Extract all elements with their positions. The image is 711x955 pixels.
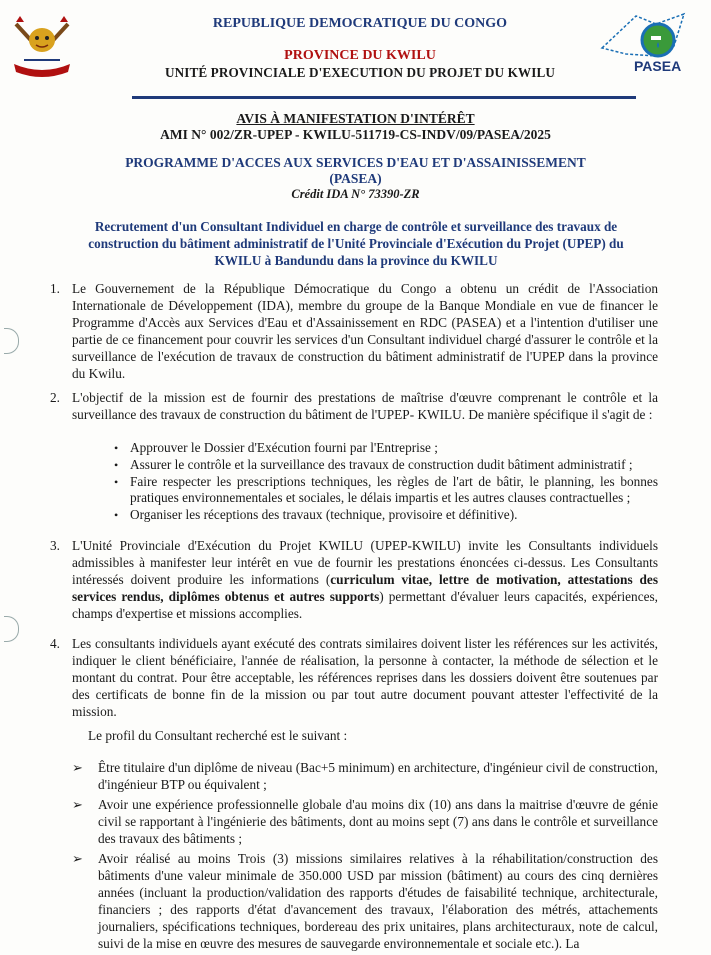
pasea-logo [596, 10, 694, 76]
country-name: REPUBLIQUE DEMOCRATIQUE DU CONGO [212, 16, 508, 31]
paragraph-number: 2. [50, 390, 60, 405]
program-title: PROGRAMME D'ACCES AUX SERVICES D'EAU ET D'ASSAINISSEMENT [125, 155, 586, 170]
header-rule [132, 96, 636, 99]
paragraph-text: Le Gouvernement de la République Démocratique du Congo a obtenu un crédit de l'Association Internationale de Développement (IDA), membre du groupe de la Banque Mondiale en vue de financer le Programme d'Accès aux Services d'Eau et d'Assainissement en RDC (PASEA) et a l'intention d'utiliser une partie de ce financement pour couvrir les services d'un Consultant individuel chargé d'assurer le contrôle et la surveillance de l'exécution de travaux de construction du bâtiment administratif de l'UPEP dans la province du Kwilu. [72, 281, 658, 381]
pasea-logo-text: PASEA [634, 58, 682, 74]
list-item: ➢ Avoir réalisé au moins Trois (3) missions similaires relatives à la réhabilitation/construction des bâtiments d'une valeur minimale de 350.000 USD par mission (bâtiment) au cours des cinq dernières années (incluant la production/validation des rapports d'études de faisabilité technique, architecturale, financiers ; des rapports d'état d'avancement des travaux, l'élaboration des métrés, attachements journaliers, spécifications techniques, bordereau des prix unitaires, plans architecturaux, note de calcul, suivi de la mise en œuvre des mesures de sauvegarde environnementale et sociale etc.). La [72, 851, 658, 951]
program-acronym: (PASEA) [329, 171, 382, 186]
list-item: ➢ Être titulaire d'un diplôme de niveau (Bac+5 minimum) en architecture, d'ingénieur civil de construction, d'ingénieur BTP ou équivalent ; [72, 760, 658, 792]
profile-list [72, 759, 658, 955]
paragraph-number: 1. [50, 281, 60, 296]
notice-title: AVIS À MANIFESTATION D'INTÉRÊT [236, 111, 475, 126]
paragraph-text: Les consultants individuels ayant exécuté des contrats similaires doivent lister les références sur les activités, indiquer le client bénéficiaire, l'année de réalisation, la personne à contacter, la méthode de sélection et le montant du contrat. Pour être acceptable, les références reprises dans les dossiers doivent être soutenues par des certificats de bonne fin de la mission ou par tout autre document pouvant attester l'effectivité de la mission. [72, 636, 658, 719]
list-item: • Faire respecter les prescriptions techniques, les règles de l'art de bâtir, le planning, les bonnes pratiques environnementales et sociales, le délais impartis et les autres clauses contractuelles ; [114, 474, 658, 505]
punch-hole-mark [4, 616, 19, 642]
coat-of-arms-icon [8, 14, 76, 80]
letterhead [0, 0, 711, 100]
paragraph-number: 4. [50, 636, 60, 651]
list-item: • Organiser les réceptions des travaux (technique, provisoire et définitive). [114, 507, 518, 522]
bullet-icon: • [114, 441, 119, 455]
list-item: • Approuver le Dossier d'Exécution fourni par l'Entreprise ; [114, 440, 438, 455]
paragraph-1 [50, 280, 658, 382]
punch-hole-mark [4, 328, 19, 354]
profile-intro: Le profil du Consultant recherché est le suivant : [88, 728, 348, 743]
paragraph-4 [50, 635, 658, 720]
arrow-bullet-icon: ➢ [72, 760, 83, 775]
bullet-icon: • [114, 458, 119, 472]
list-item: • Assurer le contrôle et la surveillance des travaux de construction dudit bâtiment administratif ; [114, 457, 633, 472]
paragraph-3: 3. L'Unité Provinciale d'Exécution du Projet KWILU (UPEP-KWILU) invite les Consultants individuels admissibles à manifester leur intérêt en vue de fournir les prestations énoncées ci-dessus. Les Consultants intéressés doivent produire les informations (curriculum vitae, lettre de motivation, attestations des services rendus, diplômes obtenus et autres supports) permettant d'évaluer leurs capacités, expériences, champs d'expertise et missions accomplies. [50, 538, 658, 621]
required-documents: curriculum vitae, lettre de motivation, attestations des services rendus, diplômes obtenus et autres supports [72, 572, 658, 604]
recruitment-heading: Recrutement d'un Consultant Individuel en charge de contrôle et surveillance des travaux de construction du bâtiment administratif de l'Unité Provinciale d'Exécution du Projet (UPEP) du KWILU à Bandundu dans la province du KWILU [88, 219, 624, 268]
province-name: PROVINCE DU KWILU [284, 48, 436, 63]
bullet-icon: • [114, 475, 119, 489]
bullet-icon: • [114, 508, 119, 522]
credit-number: Crédit IDA N° 73390-ZR [291, 187, 420, 201]
unit-name: UNITÉ PROVINCIALE D'EXECUTION DU PROJET DU KWILU [165, 65, 555, 80]
paragraph-2 [50, 389, 658, 423]
paragraph-number: 3. [50, 538, 60, 553]
list-item: ➢ Avoir une expérience professionnelle globale d'au moins dix (10) ans dans la maitrise d'œuvre de génie civil se rapportant à l'ingénierie des bâtiments, dont au moins sept (7) ans dans le contrôle et surveillance des travaux des bâtiments ; [72, 797, 658, 846]
notice-reference: AMI N° 002/ZR-UPEP - KWILU-511719-CS-INDV/09/PASEA/2025 [160, 127, 551, 142]
paragraph-text: L'objectif de la mission est de fournir des prestations de maîtrise d'œuvre comprenant le contrôle et la surveillance des travaux de construction du bâtiment de l'UPEP- KWILU. De manière spécifique il s'agit de : [72, 390, 658, 422]
arrow-bullet-icon: ➢ [72, 851, 83, 866]
mission-bullets [110, 440, 658, 524]
arrow-bullet-icon: ➢ [72, 797, 83, 812]
